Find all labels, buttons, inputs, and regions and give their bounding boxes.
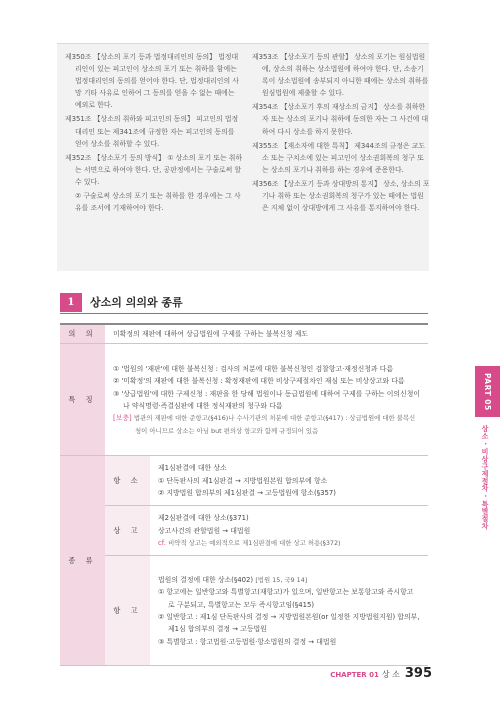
page-number: 395	[404, 666, 432, 681]
row-label-meaning: 의 의	[60, 324, 105, 344]
part-title-vertical: 상소 · 비상구제절차 · 특별절차	[481, 425, 489, 530]
articles-left-column	[65, 51, 243, 216]
meaning-text: 미확정의 재판에 대하여 상급법원에 구제를 구하는 불복신청 제도	[105, 324, 428, 344]
sublabel-sanggo: 상 고	[105, 506, 150, 556]
article-353: 제353조 【상소포기 등의 관할】 상소의 포기는 원심법원에, 상소의 취하는 상소법원에 하여야 한다. 단, 소송기록이 상소법원에 송부되지 아니한 때에는 상소의 취하를 원심법원에 제출할 수 있다.	[252, 53, 429, 98]
article-354: 제354조 【상소포기 후의 재상소의 금지】 상소를 취하한 자 또는 상소의 포기나 취하에 동의한 자는 그 사건에 대하여 다시 상소를 하지 못한다.	[252, 103, 429, 136]
feature-item: ③ '상급법원'에 대한 구제신청 : 재판을 한 당해 법원이나 동급법원에 대하여 구제를 구하는 이의신청이나 약식명령·즉결심판에 대한 정식재판의 청구와 다름	[113, 389, 421, 410]
hangso-cell	[150, 456, 428, 506]
sublabel-hangso: 항 소	[105, 456, 150, 506]
statute-articles-box	[57, 43, 429, 271]
hangso-line: ② 지방법원 합의부의 제1심판결 → 고등법원에 항소(§357)	[158, 489, 336, 498]
sanggo-line: 상고사건의 관할법원 → 대법원	[158, 526, 251, 535]
table-row-appeal-3	[60, 556, 428, 666]
hanggo-line: ② 일반항고 : 제1심 단독판사의 결정 → 지방법원본원(or 일정한 지방법원지원) 합의부, 제1심 합의부의 결정 → 고등법원	[158, 612, 420, 634]
page-footer	[330, 666, 432, 681]
row-label-kinds: 종 류	[60, 456, 105, 666]
section-number: 1	[60, 293, 82, 312]
sanggo-line: 제2심판결에 대한 상소(§371)	[158, 514, 249, 523]
table-row-features	[60, 344, 428, 456]
article-350: 제350조 【상소의 포기 등과 법정대리인의 동의】 법정대리인이 있는 피고인이 상소의 포기 또는 취하를 함에는 법정대리인의 동의를 얻어야 한다. 단, 법정대리인의 사망 기타 사유로 인하여 그 동의를 얻을 수 없는 때에는 예외로 한다.	[65, 53, 239, 110]
part-tab: PART 05	[475, 366, 500, 417]
hangso-line: 제1심판결에 대한 상소	[158, 464, 227, 473]
chapter-label: CHAPTER 01	[330, 671, 379, 679]
section-divider	[60, 313, 428, 314]
article-352-paragraph-2: ② 구술로써 상소의 포기 또는 취하를 한 경우에는 그 사유를 조서에 기재하여야 한다.	[75, 192, 241, 213]
section-title: 상소의 의의와 종류	[90, 296, 183, 309]
feature-item: ① '법원의 '재판'에 대한 불복신청 : 검사의 처분에 대한 불복신청인 검찰항고·재정신청과 다름	[113, 364, 394, 373]
table-row-appeal-2	[60, 506, 428, 556]
note-tag: [보충]	[113, 414, 132, 423]
hanggo-line: ③ 특별항고 : 항고법원·고등법원·항소법원의 결정 → 대법원	[158, 637, 337, 646]
article-355: 제355조 【재소자에 대한 특칙】 제344조의 규정은 교도소 또는 구치소에 있는 피고인이 상소권회복의 청구 또는 상소의 포기나 취하를 하는 경우에 준용한다.	[252, 141, 426, 174]
hanggo-line: ① 항고에는 일반항고와 특별항고(재항고)가 있으며, 일반항고는 보통항고와 즉시항고로 구분되고, 특별항고는 모두 즉시항고임(§415)	[158, 588, 414, 609]
row-label-features: 특 징	[60, 344, 105, 456]
cf-text: 비약적 상고는 예외적으로 제1심판결에 대한 상고 허용(§372)	[168, 539, 341, 548]
sublabel-hanggo: 항 고	[105, 556, 150, 666]
sanggo-cell	[150, 506, 428, 556]
hangso-line: ① 단독판사의 제1심판결 → 지방법원본원 합의부에 항소	[158, 476, 328, 485]
table-row-appeal-1	[60, 456, 428, 506]
articles-right-column	[252, 51, 430, 216]
exam-reference: [법원 15, 국9 14]	[255, 575, 308, 584]
appeal-summary-table	[60, 323, 428, 666]
feature-item: ② '미확정'의 재판에 대한 불복신청 : 확정재판에 대한 비상구제절차인 재심 또는 비상상고와 다름	[113, 377, 405, 386]
section-heading	[60, 291, 183, 313]
hanggo-cell	[150, 556, 428, 666]
sanggo-cf	[158, 537, 420, 549]
feature-note	[113, 412, 420, 437]
hanggo-title: 법원의 결정에 대한 상소(§402)	[158, 575, 254, 584]
article-352: 제352조 【상소포기 등의 방식】 ① 상소의 포기 또는 취하는 서면으로 하여야 한다. 단, 공판정에서는 구술로써 할 수 있다.	[65, 153, 243, 186]
note-text: 법관의 재판에 대한 준항고(§416)나 수사기관의 처분에 대한 준항고(§417) : 상급법원에 대한 불복신청이 아니므로 상소는 아님 but 편의상 항고와 함께 규정되어 있음	[133, 414, 416, 435]
hanggo-first-line	[158, 574, 420, 586]
table-row-meaning	[60, 324, 428, 344]
features-cell	[105, 344, 428, 456]
article-356: 제356조 【상소포기 등과 상대방의 통지】 상소, 상소의 포기나 취하 또는 상소권회복의 청구가 있는 때에는 법원은 지체 없이 상대방에게 그 사유를 통지하여야 한다.	[252, 179, 430, 213]
cf-tag: cf.	[158, 539, 166, 548]
chapter-name: 상 소	[381, 670, 400, 679]
article-351: 제351조 【상소의 취하와 피고인의 동의】 피고인의 법정대리인 또는 제341조에 규정한 자는 피고인의 동의를 얻어 상소를 취하할 수 있다.	[65, 115, 239, 148]
